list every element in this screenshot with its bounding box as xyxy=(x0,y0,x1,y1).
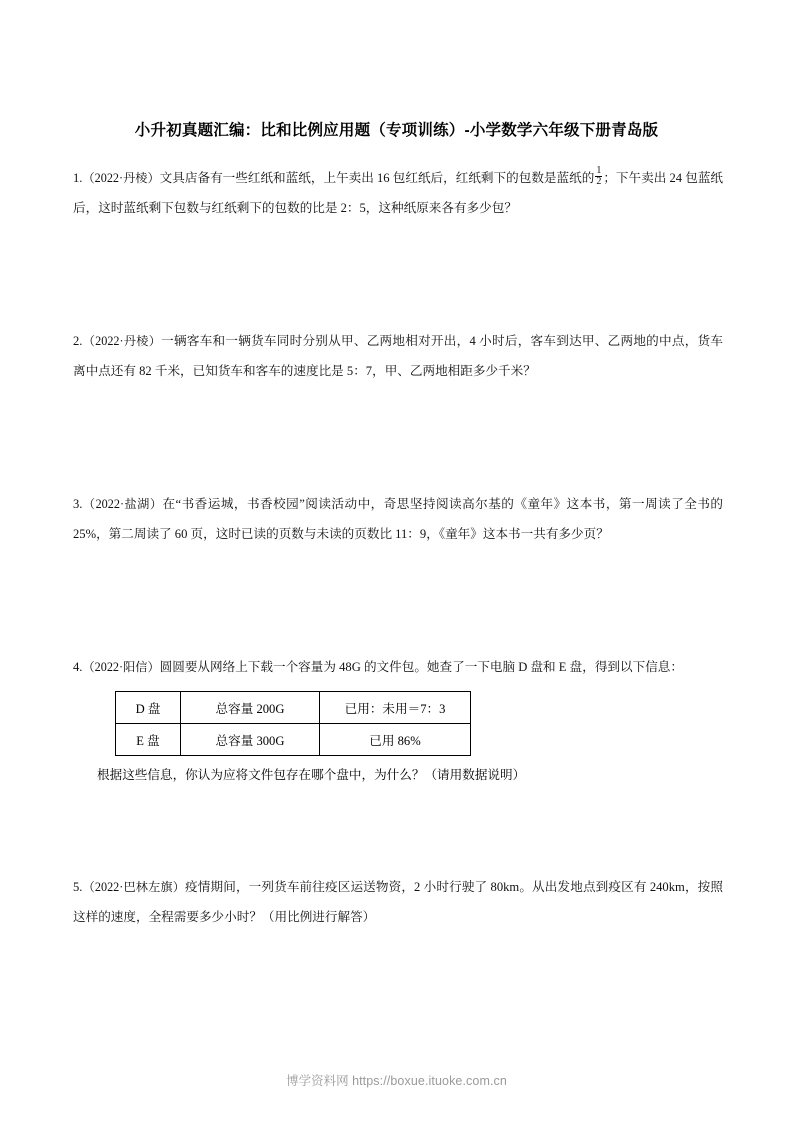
disk-name-cell: D 盘 xyxy=(116,692,181,724)
problem-item xyxy=(73,489,723,549)
disk-capacity-cell: 总容量 200G xyxy=(181,692,320,724)
disk-usage-cell: 已用：未用＝7：3 xyxy=(320,692,471,724)
problem-sub-question: 根据这些信息，你认为应将文件包存在哪个盘中，为什么？（请用数据说明） xyxy=(97,768,526,782)
problem-number: 4. xyxy=(73,660,83,674)
problem-item xyxy=(73,326,723,386)
table-row xyxy=(116,692,471,724)
problem-number: 3. xyxy=(73,497,83,511)
fraction-one-half xyxy=(595,166,602,188)
problem-item xyxy=(73,652,723,682)
problem-source: （2022·丹棱） xyxy=(82,171,160,185)
fraction-numerator: 1 xyxy=(596,164,602,176)
disk-usage-cell: 已用 86% xyxy=(320,724,471,756)
problem-text: 疫情期间，一列货车前往疫区运送物资，2 小时行驶了 80km。从出发地点到疫区有 240km，按照这样的速度，全程需要多少小时？（用比例进行解答） xyxy=(73,880,723,924)
problem-text: 一辆客车和一辆货车同时分别从甲、乙两地相对开出，4 小时后，客车到达甲、乙两地的中点，货车离中点还有 82 千米，已知货车和客车的速度比是 5：7，甲、乙两地相距多少千米？ xyxy=(73,334,723,378)
footer-watermark xyxy=(0,1071,793,1089)
answer-space xyxy=(73,223,723,326)
problem-item xyxy=(73,163,723,223)
fraction-denominator: 2 xyxy=(596,176,602,187)
problem-number: 1. xyxy=(73,171,83,185)
disk-info-table xyxy=(115,691,471,756)
table-row xyxy=(116,724,471,756)
problem-number: 5. xyxy=(73,880,83,894)
problem-text: 圆圆要从网络上下载一个容量为 48G 的文件包。她查了一下电脑 D 盘和 E 盘，得到以下信息： xyxy=(159,660,683,674)
problem-text: 在“书香运城，书香校园”阅读活动中，奇思坚持阅读高尔基的《童年》这本书，第一周读了全书的 25%，第二周读了 60 页，这时已读的页数与未读的页数比 11：9，《童年》这本书一共有多少页？ xyxy=(73,497,723,541)
document-body xyxy=(73,163,723,932)
footer-brand: 博学资料网 xyxy=(286,1074,349,1088)
problem-source: （2022·巴林左旗） xyxy=(82,880,186,894)
answer-space xyxy=(73,549,723,652)
disk-name-cell: E 盘 xyxy=(116,724,181,756)
answer-space xyxy=(73,386,723,489)
problem-text-part1: 文具店备有一些红纸和蓝纸，上午卖出 16 包红纸后，红纸剩下的包数是蓝纸的 xyxy=(159,171,595,185)
problem-item xyxy=(73,872,723,932)
page-title: 小升初真题汇编：比和比例应用题（专项训练）-小学数学六年级下册青岛版 xyxy=(134,122,659,139)
answer-space xyxy=(73,790,723,872)
footer-url: https://boxue.ituoke.com.cn xyxy=(352,1074,507,1088)
problem-source: （2022·丹棱） xyxy=(82,334,162,348)
problem-source: （2022·盐湖） xyxy=(82,497,163,511)
problem-text-part2: ；下午卖出 24 包蓝纸后，这时蓝纸剩下包数与红纸剩下的包数的比是 2：5，这种纸原来各有多少包？ xyxy=(73,171,724,215)
problem-source: （2022·阳信） xyxy=(82,660,160,674)
disk-capacity-cell: 总容量 300G xyxy=(181,724,320,756)
problem-number: 2. xyxy=(73,334,83,348)
